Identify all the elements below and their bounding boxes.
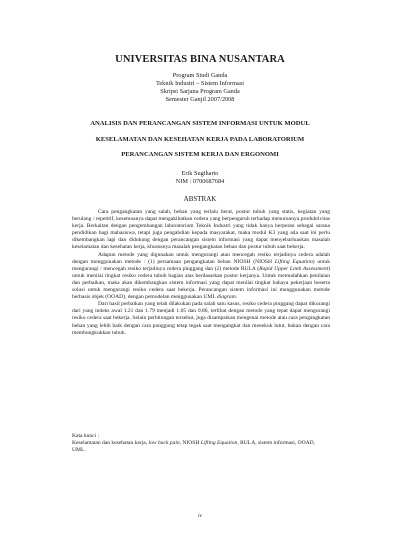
title-line-2: KESELAMATAN DAN KESEHATAN KERJA PADA LABORATORIUM bbox=[95, 135, 305, 143]
keywords-label: Kata kunci : bbox=[72, 433, 100, 439]
abstract-text: . bbox=[235, 294, 238, 301]
thesis-title bbox=[52, 116, 348, 163]
abstract-paragraph-1: Cara pengangkatan yang salah, beban yang terlalu berat, postur tubuh yang statis, kegiatan yang berulang / repetitif, kesemuanya dapat mengakibatkan cedera yang berpengaruh terhadap menurunnya produktivitas kerja. Berkaitan dengan pengembangan laboratorium Teknik Industri yang tidak hanya berperan sebagai sarana pendidikan bagi mahasiswa, tetapi juga pengabdian kepada masyarakat, maka modul K3 yang ada saat ini perlu dikembangkan lagi dan didukung dengan perancangan sistem informasi yang dapat menyebarluaskan masalah keselamatan dan kesehatan kerja, khususnya masalah pengangkatan beban dan postur tubuh saat bekerja. bbox=[72, 209, 330, 251]
keywords-list bbox=[72, 440, 330, 454]
abstract-italic-term: Lifting Equation bbox=[274, 258, 313, 265]
semester-line: Semester Ganjil 2007/2008 bbox=[165, 96, 235, 104]
abstract-text: Adapun metode yang digunakan untuk mengurangi atau mencegah resiko terjadinya cedera adalah dengan menggunakan metode : (1) persamaan pengangkatan beban NIOSH (NIOSH bbox=[72, 251, 330, 265]
thesis-meta bbox=[0, 72, 400, 104]
abstract-italic-term: diagram bbox=[216, 294, 236, 301]
author-block bbox=[0, 170, 400, 186]
abstract-text: ) untuk mengurangi / mencegah resiko terjadinya cedera pinggang dan (2) metode RULA ( bbox=[72, 258, 330, 272]
keywords-text: , RULA, sistem informasi, OOAD, UML. bbox=[72, 440, 315, 454]
abstract-body bbox=[72, 209, 330, 337]
title-line-1: ANALISIS DAN PERANCANGAN SISTEM INFORMASI UNTUK MODUL bbox=[90, 120, 310, 127]
keywords-text: Keselamatan dan kesehatan kerja, bbox=[72, 440, 149, 447]
keywords-text: , NIOSH bbox=[179, 440, 201, 447]
keywords-block bbox=[72, 433, 330, 455]
abstract-text: ) untuk menilai tingkat resiko cedera tubuh bagian atas berdasarkan postur kerjanya. Untuk memudahkan penilaian dan perbaikan, maka akan dikembangkan sistem informasi yang dapat menilai tingkat bahaya pekerjaan beserta solusi untuk mengurangi resiko cedera saat bekerja. Perancangan sistem informasi ini menggunakan metode berbasis objek (OOAD), dengan pemodelan menggunakan UML bbox=[72, 265, 331, 301]
program-line: Program Studi Ganda bbox=[172, 72, 228, 79]
title-line-3: PERANCANGAN SISTEM KERJA DAN ERGONOMI bbox=[121, 151, 279, 158]
abstract-paragraph-3: Dari hasil perbaikan yang telah dilakukan pada salah satu kasus, resiko cedera pinggang dapat dikurangi dari yang indeks awal 1.21 dan 1.79 menjadi 1.05 dan 0.86, terlihat dengan metode yang tepat dapat mengurangi resiko cedera saat bekerja. Selain perhitungan tersebut, juga disampaikan mengenai metode atau cara pengangkatan beban yang lebih baik dengan cara punggung tetap tegak saat mengangkat dan menekuk lutut, bukan dengan cara membungkukkan tubuh. bbox=[72, 301, 330, 336]
author-name: Erik Sugiharto bbox=[181, 170, 219, 177]
keywords-italic-term: low back pain bbox=[148, 440, 180, 447]
abstract-paragraph-2 bbox=[72, 252, 330, 302]
abstract-heading: ABSTRAK bbox=[183, 195, 217, 203]
keywords-italic-term: Lifting Equation bbox=[200, 440, 238, 447]
university-name: UNIVERSITAS BINA NUSANTARA bbox=[115, 54, 285, 65]
author-nim: NIM : 0700687684 bbox=[175, 178, 225, 186]
majors-line: Teknik Industri – Sistem Informasi bbox=[155, 80, 245, 88]
page-number: iv bbox=[197, 513, 203, 519]
abstract-italic-term: Rapid Upper Limb Assessment bbox=[259, 265, 329, 272]
degree-line: Skripsi Sarjana Program Ganda bbox=[160, 88, 240, 96]
